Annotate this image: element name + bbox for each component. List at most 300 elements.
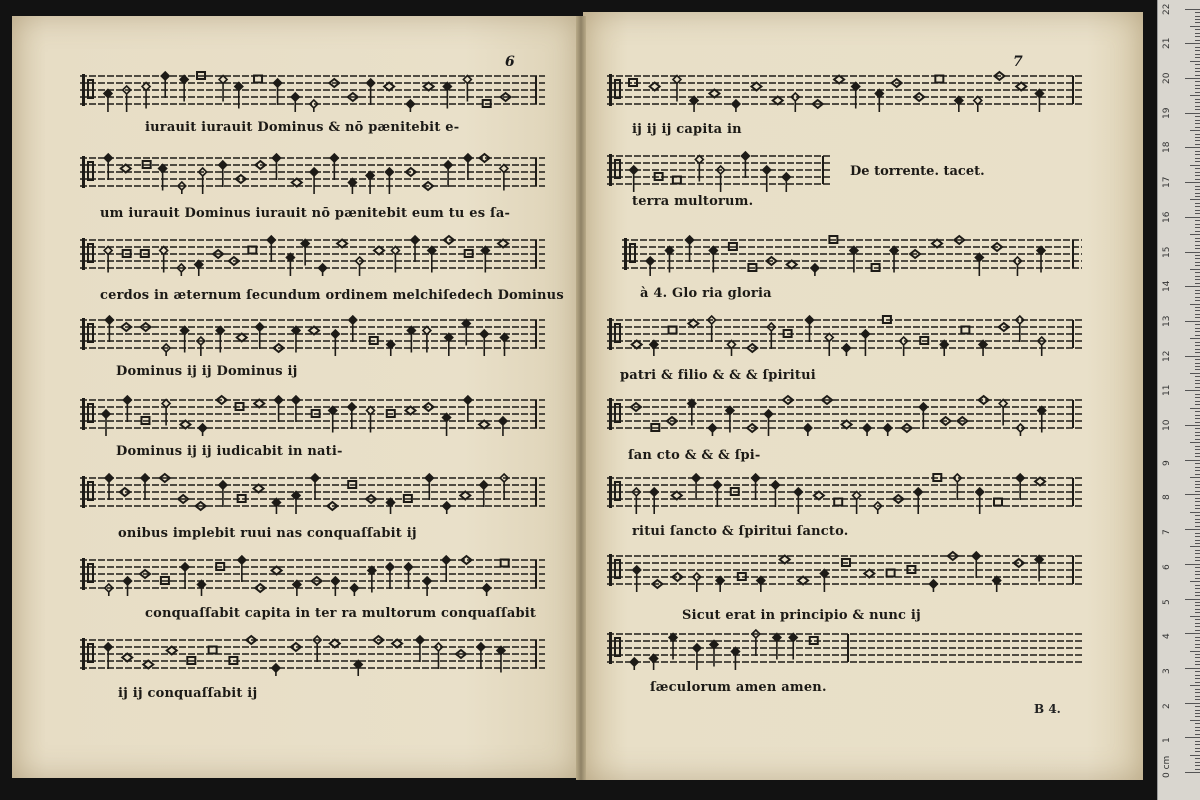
ruler-tick <box>1190 651 1200 652</box>
note-head <box>330 154 338 162</box>
note-head <box>780 556 790 564</box>
note-head <box>979 341 987 349</box>
ruler-tick <box>1195 210 1200 211</box>
note-head <box>861 330 869 338</box>
ruler-tick <box>1190 234 1200 235</box>
note-head <box>633 566 641 574</box>
ruler-tick <box>1190 373 1200 374</box>
ruler-tick <box>1195 383 1200 384</box>
note-head <box>349 316 357 324</box>
ruler-tick <box>1195 543 1200 544</box>
section-note: De torrente. tacet. <box>850 164 985 179</box>
ruler-tick <box>1195 585 1200 586</box>
ruler-tick <box>1195 172 1200 173</box>
note-head <box>480 330 488 338</box>
note-head <box>630 658 638 666</box>
note-head <box>238 556 246 564</box>
music-staff <box>80 68 545 114</box>
note-head <box>198 581 206 589</box>
ruler-tick <box>1195 644 1200 645</box>
lyric-line: ij ij ij capita in <box>632 122 742 137</box>
note-head <box>497 647 505 655</box>
ruler-tick <box>1195 227 1200 228</box>
staff-drawing <box>80 232 545 278</box>
ruler-tick <box>1195 769 1200 770</box>
ruler-label: 15 <box>1162 246 1172 258</box>
music-staff <box>80 632 545 678</box>
note-head <box>442 556 450 564</box>
ruler-tick <box>1195 481 1200 482</box>
note-head <box>853 492 861 500</box>
ruler-tick <box>1195 276 1200 277</box>
ruler-tick <box>1195 231 1200 232</box>
ruler-tick <box>1195 553 1200 554</box>
note-head <box>728 341 736 349</box>
ruler-tick <box>1195 595 1200 596</box>
note-head <box>254 400 264 408</box>
lyric-line: um iurauit Dominus iurauit nō pænitebit eum tu es ſa- <box>100 206 511 221</box>
ruler-tick <box>1195 352 1200 353</box>
ruler-tick <box>1195 317 1200 318</box>
ruler-tick <box>1195 505 1200 506</box>
ruler-tick <box>1195 16 1200 17</box>
ruler-tick <box>1195 213 1200 214</box>
staff-drawing <box>607 626 1082 672</box>
ruler-tick <box>1185 182 1200 183</box>
note-head <box>500 334 508 342</box>
ruler-label: 10 <box>1162 419 1172 431</box>
ruler-tick <box>1195 637 1200 638</box>
ruler-tick <box>1190 26 1200 27</box>
signature-mark: B 4. <box>1034 702 1061 716</box>
ruler-tick <box>1190 477 1200 478</box>
ruler-tick <box>1195 33 1200 34</box>
ruler-tick <box>1195 557 1200 558</box>
ruler-label: 4 <box>1162 633 1172 640</box>
note-head <box>1038 407 1046 415</box>
note-head <box>309 327 319 335</box>
lyric-line: terra multorum. <box>632 194 754 209</box>
ruler-tick <box>1195 446 1200 447</box>
note-head <box>820 570 828 578</box>
note-head <box>274 79 282 87</box>
note-head <box>256 323 264 331</box>
ruler-label: 7 <box>1162 529 1172 536</box>
music-staff <box>607 626 1082 672</box>
ruler-tick <box>1195 612 1200 613</box>
ruler-tick <box>1190 304 1200 305</box>
note-head <box>692 474 700 482</box>
ruler-tick <box>1195 626 1200 627</box>
note-head <box>104 154 112 162</box>
note-head <box>216 327 224 335</box>
ruler-tick <box>1195 748 1200 749</box>
lyric-line: ritui ſancto & ſpiritui ſancto. <box>632 524 849 539</box>
ruler-tick <box>1185 356 1200 357</box>
note-head <box>713 481 721 489</box>
ruler-label: 11 <box>1162 384 1172 397</box>
ruler-tick <box>1195 179 1200 180</box>
ruler-tick <box>1195 279 1200 280</box>
note-head <box>999 400 1007 408</box>
music-staff <box>80 312 545 358</box>
lyric-line: iurauit iurauit Dominus & nō pænitebit e- <box>145 120 460 135</box>
note-head <box>292 492 300 500</box>
note-head <box>180 421 190 429</box>
ruler-tick <box>1190 61 1200 62</box>
note-head <box>406 100 414 108</box>
note-head <box>267 236 275 244</box>
note-head <box>842 421 852 429</box>
music-staff <box>607 312 1082 358</box>
note-head <box>423 577 431 585</box>
ruler-tick <box>1195 54 1200 55</box>
note-head <box>464 154 472 162</box>
note-head <box>348 403 356 411</box>
ruler-tick <box>1195 290 1200 291</box>
ruler-tick <box>1185 633 1200 634</box>
ruler-tick <box>1195 713 1200 714</box>
ruler-tick <box>1195 64 1200 65</box>
lyric-line: ſan cto & & & ſpi- <box>628 448 761 463</box>
ruler-tick <box>1195 397 1200 398</box>
ruler-tick <box>1195 762 1200 763</box>
ruler-tick <box>1195 310 1200 311</box>
lyric-line: ſæculorum amen amen. <box>650 680 827 695</box>
ruler-tick <box>1195 161 1200 162</box>
note-head <box>162 400 170 408</box>
note-head <box>650 341 658 349</box>
note-head <box>254 485 264 493</box>
ruler-tick <box>1195 99 1200 100</box>
ruler-tick <box>1190 720 1200 721</box>
ruler-tick <box>1195 744 1200 745</box>
note-head <box>798 577 808 585</box>
music-staff <box>80 470 545 516</box>
staff-drawing <box>607 68 1082 114</box>
ruler-tick <box>1185 703 1200 704</box>
ruler-tick <box>1195 657 1200 658</box>
ruler-tick <box>1195 29 1200 30</box>
ruler-tick <box>1195 515 1200 516</box>
note-head <box>105 316 113 324</box>
ruler-tick <box>1195 463 1200 464</box>
ruler-tick <box>1195 57 1200 58</box>
music-staff <box>607 148 832 194</box>
ruler-tick <box>1195 661 1200 662</box>
ruler-tick <box>1195 22 1200 23</box>
ruler-tick <box>1185 321 1200 322</box>
note-head <box>630 166 638 174</box>
ruler-tick <box>1195 453 1200 454</box>
ruler-tick <box>1195 85 1200 86</box>
ruler-tick <box>1195 411 1200 412</box>
ruler-tick <box>1195 168 1200 169</box>
music-staff <box>622 232 1082 278</box>
ruler-tick <box>1195 592 1200 593</box>
ruler-label: 16 <box>1162 211 1172 223</box>
ruler-tick <box>1185 217 1200 218</box>
ruler-tick <box>1190 130 1200 131</box>
ruler-tick <box>1195 536 1200 537</box>
clef-icon <box>609 554 612 586</box>
ruler-tick <box>1195 415 1200 416</box>
ruler-label: 22 <box>1162 3 1172 15</box>
note-head <box>272 567 282 575</box>
ruler-tick <box>1195 605 1200 606</box>
ruler-tick <box>1195 363 1200 364</box>
clef-icon <box>82 74 85 106</box>
ruler-label: 9 <box>1162 459 1172 466</box>
note-head <box>330 640 340 648</box>
ruler-tick <box>1195 47 1200 48</box>
ruler-tick <box>1195 245 1200 246</box>
ruler-tick <box>1195 265 1200 266</box>
ruler-tick <box>1195 272 1200 273</box>
note-head <box>319 264 327 272</box>
ruler-tick <box>1195 137 1200 138</box>
note-head <box>811 264 819 272</box>
ruler-tick <box>1195 342 1200 343</box>
note-head <box>929 580 937 588</box>
ruler-tick <box>1190 685 1200 686</box>
note-head <box>789 634 797 642</box>
note-head <box>672 573 682 581</box>
note-head <box>919 403 927 411</box>
note-head <box>825 334 833 342</box>
note-head <box>122 654 132 662</box>
note-head <box>219 161 227 169</box>
ruler-tick <box>1195 349 1200 350</box>
ruler-tick <box>1195 116 1200 117</box>
note-head <box>914 488 922 496</box>
ruler-tick <box>1190 408 1200 409</box>
ruler-tick <box>1195 727 1200 728</box>
ruler-tick <box>1190 442 1200 443</box>
note-head <box>1035 478 1045 486</box>
note-head <box>195 261 203 269</box>
note-head <box>386 563 394 571</box>
ruler-tick <box>1195 335 1200 336</box>
ruler-tick <box>1195 751 1200 752</box>
ruler-tick <box>1195 158 1200 159</box>
note-head <box>771 481 779 489</box>
note-head <box>123 396 131 404</box>
note-head <box>219 481 227 489</box>
note-head <box>311 474 319 482</box>
staff-drawing <box>80 552 545 598</box>
ruler-tick <box>1185 460 1200 461</box>
note-head <box>416 636 424 644</box>
ruler-tick <box>1195 307 1200 308</box>
measuring-ruler <box>1157 0 1200 800</box>
ruler-label: 18 <box>1162 141 1172 154</box>
music-staff <box>80 232 545 278</box>
ruler-label: 3 <box>1162 668 1172 674</box>
ruler-tick <box>1195 758 1200 759</box>
ruler-tick <box>1195 765 1200 766</box>
clef-icon <box>609 476 612 508</box>
note-head <box>425 474 433 482</box>
ruler-tick <box>1190 512 1200 513</box>
ruler-tick <box>1195 206 1200 207</box>
music-staff <box>80 150 545 196</box>
note-head <box>479 421 489 429</box>
lyric-line: à 4. Glo ria gloria <box>640 286 772 301</box>
ruler-tick <box>1195 175 1200 176</box>
note-head <box>291 93 299 101</box>
note-head <box>120 488 130 496</box>
note-head <box>350 584 358 592</box>
ruler-tick <box>1195 123 1200 124</box>
ruler-tick <box>1185 599 1200 600</box>
ruler-tick <box>1195 654 1200 655</box>
ruler-tick <box>1195 262 1200 263</box>
note-head <box>292 396 300 404</box>
ruler-tick <box>1195 439 1200 440</box>
note-head <box>842 344 850 352</box>
note-head <box>354 661 362 669</box>
ruler-tick <box>1195 730 1200 731</box>
ruler-tick <box>1195 428 1200 429</box>
note-head <box>329 407 337 415</box>
note-head <box>688 400 696 408</box>
staff-drawing <box>80 392 545 438</box>
music-staff <box>607 470 1082 516</box>
ruler-label: 13 <box>1162 315 1172 327</box>
note-head <box>741 152 749 160</box>
ruler-tick <box>1195 328 1200 329</box>
note-head <box>406 407 416 415</box>
note-head <box>445 334 453 342</box>
ruler-tick <box>1185 113 1200 114</box>
note-head <box>368 567 376 575</box>
ruler-label: 6 <box>1162 564 1172 570</box>
staff-drawing <box>607 548 1082 594</box>
lyric-line: conquaſſabit capita in ter ra multorum conquaſſabit <box>145 606 537 621</box>
ruler-tick <box>1195 449 1200 450</box>
note-head <box>237 334 247 342</box>
note-head <box>444 161 452 169</box>
ruler-tick <box>1195 550 1200 551</box>
ruler-label: 12 <box>1162 350 1172 362</box>
note-head <box>864 570 874 578</box>
ruler-tick <box>1195 345 1200 346</box>
note-head <box>462 320 470 328</box>
ruler-tick <box>1195 734 1200 735</box>
lyric-line: Sicut erat in principio & nunc ij <box>682 608 921 623</box>
left-page-number: 6 <box>505 54 515 70</box>
ruler-tick <box>1195 706 1200 707</box>
note-head <box>773 634 781 642</box>
ruler-tick <box>1195 68 1200 69</box>
clef-icon <box>82 638 85 670</box>
note-head <box>392 640 402 648</box>
note-head <box>483 584 491 592</box>
clef-icon <box>82 558 85 590</box>
ruler-tick <box>1195 432 1200 433</box>
clef-icon <box>624 238 627 270</box>
note-head <box>443 502 451 510</box>
note-head <box>794 488 802 496</box>
note-head <box>688 320 698 328</box>
ruler-tick <box>1195 484 1200 485</box>
note-head <box>732 100 740 108</box>
note-head <box>940 341 948 349</box>
ruler-tick <box>1195 574 1200 575</box>
lyric-line: patri & filio & & & ſpiritui <box>620 368 816 383</box>
ruler-tick <box>1195 682 1200 683</box>
ruler-tick <box>1185 78 1200 79</box>
ruler-tick <box>1195 741 1200 742</box>
ruler-tick <box>1195 456 1200 457</box>
note-head <box>460 492 470 500</box>
note-head <box>387 499 395 507</box>
ruler-tick <box>1195 203 1200 204</box>
ruler-tick <box>1185 564 1200 565</box>
ruler-tick <box>1195 491 1200 492</box>
note-head <box>292 327 300 335</box>
ruler-tick <box>1195 134 1200 135</box>
ruler-tick <box>1195 498 1200 499</box>
note-head <box>181 327 189 335</box>
ruler-tick <box>1195 92 1200 93</box>
ruler-tick <box>1195 88 1200 89</box>
ruler-tick <box>1195 435 1200 436</box>
staff-drawing <box>80 632 545 678</box>
ruler-tick <box>1195 102 1200 103</box>
ruler-tick <box>1195 186 1200 187</box>
ruler-tick <box>1195 689 1200 690</box>
note-head <box>499 417 507 425</box>
note-head <box>993 577 1001 585</box>
ruler-tick <box>1195 526 1200 527</box>
note-head <box>102 410 110 418</box>
note-head <box>805 316 813 324</box>
note-head <box>143 661 153 669</box>
ruler-tick <box>1195 696 1200 697</box>
ruler-tick <box>1195 297 1200 298</box>
ruler-tick <box>1190 755 1200 756</box>
clef-icon <box>82 156 85 188</box>
note-head <box>1035 556 1043 564</box>
ruler-tick <box>1195 404 1200 405</box>
note-head <box>863 424 871 432</box>
ruler-tick <box>1185 9 1200 10</box>
ruler-tick <box>1195 193 1200 194</box>
note-head <box>632 341 642 349</box>
note-head <box>161 72 169 80</box>
ruler-tick <box>1195 571 1200 572</box>
note-head <box>464 396 472 404</box>
ruler-tick <box>1195 255 1200 256</box>
ruler-label: 0 cm <box>1162 755 1172 778</box>
ruler-tick <box>1185 494 1200 495</box>
ruler-tick <box>1195 664 1200 665</box>
ruler-tick <box>1195 238 1200 239</box>
ruler-tick <box>1190 95 1200 96</box>
note-head <box>331 577 339 585</box>
note-head <box>367 79 375 87</box>
ruler-tick <box>1195 692 1200 693</box>
note-head <box>141 474 149 482</box>
note-head <box>693 644 701 652</box>
ruler-tick <box>1195 196 1200 197</box>
ruler-tick <box>1195 324 1200 325</box>
ruler-tick <box>1195 578 1200 579</box>
note-head <box>782 173 790 181</box>
ruler-tick <box>1195 75 1200 76</box>
